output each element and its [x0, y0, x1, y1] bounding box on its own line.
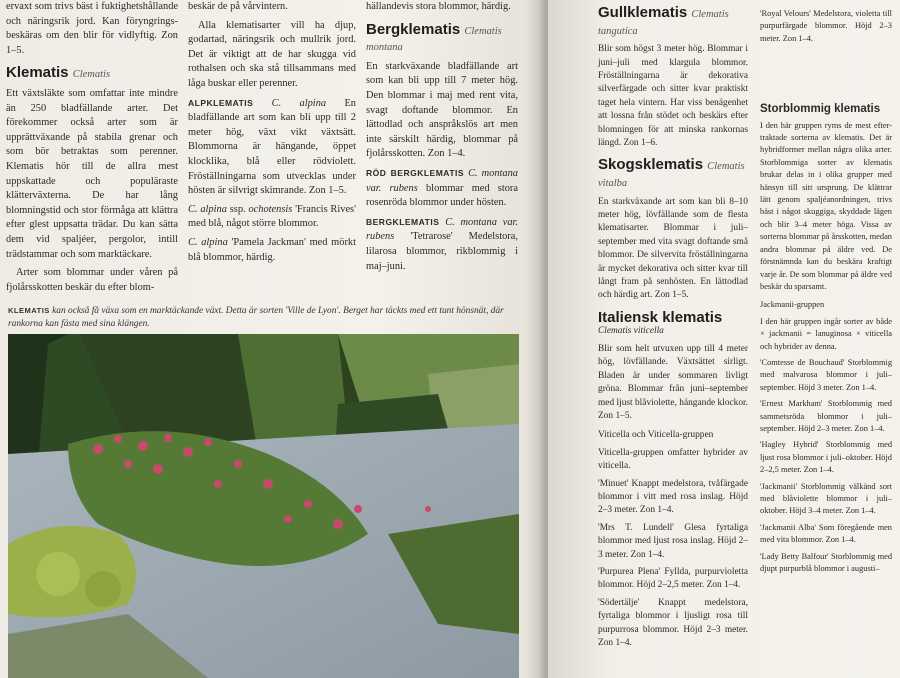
cultivar-entry	[760, 522, 892, 547]
cultivar-description: Storblommig med djupt purpurblå blommor i augusti–	[760, 551, 893, 574]
cultivar-name: 'Purpurea Plena'	[598, 566, 661, 577]
gullklematis-text: Blir som högst 3 meter hög. Blommar i juni–juli med klargula blommor. Fröställningarna är dekorativa silverfärgade och sitter kvar praktiskt taget hela vintern. Har viss benägenhet att lossna från stödet och beskärs efter blomningen för att minska rankornas längd. Zon 1–6.	[598, 44, 748, 149]
cultivar-name: 'Hagley Hybrid'	[760, 440, 819, 450]
storblommig-text: I den här gruppen ryms de mest efter-traktade sorterna av klematis. Det är hybridformer mellan några olika arter. Storblommiga sorter av klematis brukar delas in i olika grupper med hänsyn till sitt ursprung. De klättrar lätt genom spaljéanordningen, trivs bäst i något skuggiga, skyddade lägen och blir 3–4 meter höga. Vissa av sorterna blommar på årsskotten, medan andra blommar på äldre ved. De förstnämnda kan du beskära kraftigt varje år. De som blommar på äldre ved beskär du sparsamt.	[760, 120, 892, 291]
cultivar-name: 'Lady Betty Balfour'	[760, 551, 829, 561]
viticella-group-heading: Viticella och Viticella-gruppen	[598, 430, 714, 441]
cultivar-description: Som föregående men med vita blommor. Zon 1–4.	[760, 522, 892, 545]
right-page	[548, 0, 900, 678]
italiensk-latin: Clematis viticella	[598, 326, 664, 337]
klematis-paragraph-1: Ett växtsläkte som omfattar inte mindre än 250 bladfällande arter. Det förekommer också arter som är upprättväxande på stabila grenar och som bör betraktas som perenner. Klematis hör till de allra mest uppskattade och populäraste klätterväxterna. De har lång blomningstid och stor förmåga att klättra efter glest uppsatta trädar. Du kan sätta dem vid spaljéer, pergolor, intill trädstammar och som marktäckare.	[6, 87, 178, 260]
cultivar-entry	[760, 439, 892, 476]
cultivar-name: 'Ernest Markham'	[760, 399, 823, 409]
cultivar-name: 'Mrs T. Lundell'	[598, 522, 674, 533]
viticella-cultivar-list	[598, 478, 748, 651]
ochotensis-entry: C. alpina ssp. ochotensis 'Francis Rives' med blå, något större blommor.	[188, 203, 356, 230]
cultivar-entry	[760, 357, 892, 394]
left-column-3	[366, 0, 518, 278]
cultivar-name: 'Jackmanii Alba'	[760, 522, 816, 532]
cultivar-entry	[598, 597, 748, 651]
cultivar-name: 'Comtesse de Bouchaud'	[760, 357, 845, 367]
photo-caption: KLEMATIS kan också få växa som en marktäckande växt. Detta är sorten 'Ville de Lyon'. Berget har täckts med ett tunt hönsnät, där rankorna kan fästa med sina klängen.	[8, 306, 504, 329]
col2-paragraph: Alla klematisarter vill ha djup, godartad, näringsrik och mullrik jord. Det är viktigt att de har skugga vid rothalsen och ska stå tillsammans med låga buskar eller perenner.	[188, 19, 356, 89]
cultivar-description: Storblommig med sammetsröda blommor i juli–september. Höjd 2–3 meter. Zon 1–4.	[760, 399, 892, 433]
col3-top-text: hällandevis stora blommor, härdig.	[366, 1, 511, 12]
cultivar-description: Fyllda, purpurvioletta blommor. Höjd 2–2,5 meter. Zon 1–4.	[598, 566, 748, 591]
garden-photo	[8, 334, 519, 678]
right-column-2	[760, 8, 892, 579]
jackmanii-heading: Jackmanii-gruppen	[760, 300, 825, 310]
left-column-2	[188, 0, 356, 269]
pamela-entry: C. alpina 'Pamela Jackman' med mörkt blå blommor, härdig.	[188, 236, 356, 263]
col2-top-text: beskär de på vårvintern.	[188, 1, 288, 12]
cultivar-entry	[598, 566, 748, 593]
gullklematis-heading: Gullklematis Clematis tangutica	[598, 4, 729, 37]
cultivar-entry	[598, 522, 748, 562]
storblommig-heading: Storblommig klematis	[760, 103, 881, 116]
cultivar-entry	[760, 398, 892, 435]
viticella-group-text: Viticella-gruppen omfatter hybrider av viticella.	[598, 447, 748, 472]
cultivar-description: Knappt medelstora, fyrtaliga blommor i ljusligt rosa till purpurrosa blommor. Höjd 2–3 meter. Zon 1–4.	[598, 597, 748, 648]
jackmanii-text: I den här gruppen ingår sorter av både × jackmanii = lanuginosa × viticella och hybrider av denna.	[760, 316, 892, 351]
cultivar-name: 'Minuet'	[598, 478, 629, 489]
cultivar-description: Knappt medelstora, tvåfärgade blommor i vitt med rosa inslag. Höjd 2–3 meter. Zon 1–4.	[598, 478, 748, 516]
italiensk-text: Blir som helt utvuxen upp till 4 meter hög, lövfällande. Växtsättet sirligt. Bladen är under sommaren livligt gröna. Blommar från juni–september med ljust blåviolette, hängande klockor. Zon 1–5.	[598, 343, 748, 421]
alpklematis-entry: ALPKLEMATIS C. alpina En bladfällande art som kan bli upp till 2 meter hög, växt vikt växtsätt. Blommorna är hängande, öppet klocklika, blå eller rödviolett. Fröställningarna som utvecklas under hösten är silvrigt skimrande. Zon 1–5.	[188, 97, 356, 197]
italiensk-heading: Italiensk klematis	[598, 308, 723, 326]
cultivar-entry	[598, 478, 748, 518]
tetrarose-entry: BERGKLEMATIS C. montana var. rubens 'Tetrarose' Medelstora, lilarosa blommor, rikblommig i maj–juni.	[366, 216, 518, 272]
left-column-1	[6, 0, 178, 299]
cultivar-name: 'Jackmanii'	[760, 481, 797, 491]
cultivar-entry	[760, 481, 892, 518]
col1-top-text: ervaxt som trivs bäst i fuktighetshållande och näringsrik jord. Kan föryngrings-beskäras om den blir för vidlyftig. Zon 1–5.	[6, 1, 178, 56]
bergklematis-heading: Bergklematis Clematis montana	[366, 20, 502, 54]
royal-velours-entry: 'Royal Velours' Medelstora, violetta till purpurfärgade blommor. Höjd 2–3 meter. Zon 1–4.	[760, 9, 892, 43]
bergklematis-text: En starkväxande bladfällande art som kan bli upp till 7 meter hög. Den blommar i maj med rent vita, svagt doftande blommor. En lättodlad och anspråkslös art men inte särskilt härdig, blommar på fjolårsskotten. Zon 1–4.	[366, 60, 518, 160]
cultivar-description: Storblommig med ljust rosa blommor i juli–oktober. Höjd 2–2,5 meter. Zon 1–4.	[760, 440, 893, 475]
cultivar-name: 'Södertälje'	[598, 597, 640, 608]
skogsklematis-heading: Skogsklematis Clematis vitalba	[598, 156, 745, 190]
cultivar-description: Storblommig med malvarosa blommor i juli–september. Höjd 3 meter. Zon 1–4.	[760, 357, 893, 392]
klematis-paragraph-2: Arter som blommar under våren på fjolårsskotten beskär du efter blom-	[6, 267, 178, 293]
right-column-1	[598, 0, 748, 654]
skogsklematis-text: En starkväxande art som kan bli 8–10 meter hög, lövfällande som de flesta klematisarter. Blommar i juli–september med vita svagt doftande små blommor. De silvervita fröställningarna är mycket dekorativa och sitter kvar till långt fram på senhösten. En lättodlad och härdig art. Zon 1–5.	[598, 196, 748, 301]
rod-bergklematis-entry: RÖD BERGKLEMATIS C. montana var. rubens blommar med stora rosenröda blommor under hösten.	[366, 167, 518, 209]
jackmanii-cultivar-list	[760, 357, 892, 576]
klematis-heading: Klematis Clematis	[6, 64, 111, 82]
cultivar-entry	[760, 551, 892, 576]
cultivar-description: Glesa fyrtaliga blommor med ljust rosa inslag. Höjd 2–3 meter. Zon 1–4.	[598, 522, 748, 560]
cultivar-description: Storblommig välkänd sort med blåviolette blommor i juli–oktober. Höjd 3–4 meter. Zon 1–4.	[760, 481, 893, 516]
